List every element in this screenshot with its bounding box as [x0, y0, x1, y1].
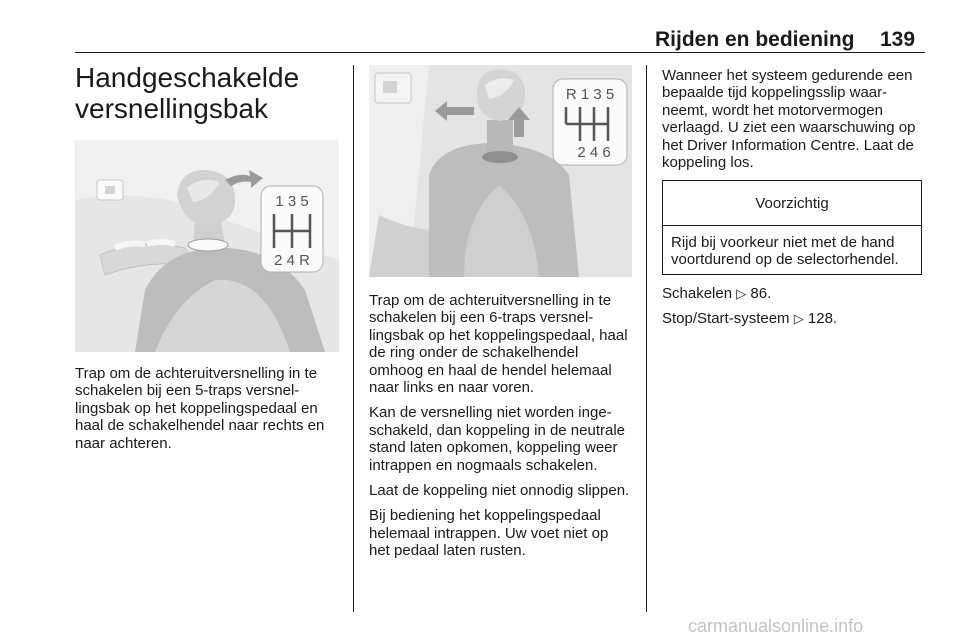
watermark: carmanualsonline.info	[688, 616, 864, 636]
gear-pattern-bottom: 2 4 R	[274, 252, 310, 269]
paragraph: Kan de versnelling niet worden ingeschakeld, dan koppeling in de neutrale stand laten opkomen, koppeling weer intrappen en nogmaals schakelen.	[369, 404, 626, 474]
column-divider-1	[353, 65, 354, 612]
section-title: Handgeschakelde versnellingsbak	[75, 62, 300, 124]
reference-arrow-icon: ▷	[793, 311, 804, 327]
gear-lever-5-speed-illustration	[75, 140, 339, 352]
paragraph: Trap om de achteruitversnelling in te schakelen bij een 5-traps versnellingsbak op het koppelingspedaal en haal de schakelhendel naar rechts en naar achteren.	[75, 365, 325, 452]
page-number: 139	[880, 28, 916, 51]
column-1-text	[75, 365, 339, 460]
paragraph: Trap om de achteruitversnelling in te schakelen bij een 6-traps versnellingsbak op het koppelingspedaal, haal de ring onder de schakelhendel omhoog en haal de hendel helemaal naar links en naar voren.	[369, 292, 628, 397]
column-3-text	[662, 67, 926, 179]
caution-box	[662, 180, 922, 275]
paragraph: Laat de koppeling niet onnodig slippen.	[369, 482, 630, 500]
gear-lever-6-speed-illustration	[369, 65, 632, 277]
column-divider-2	[646, 65, 647, 612]
gear-pattern-top: 1 3 5	[275, 193, 309, 210]
header-title: Rijden en bediening	[655, 28, 855, 51]
paragraph: Bij bediening het koppelingspedaal helemaal intrappen. Uw voet niet op het pedaal laten rusten.	[369, 507, 609, 560]
reference-label: Schakelen	[662, 285, 733, 302]
column-2-text	[369, 292, 633, 568]
caution-title: Voorzichtig	[663, 181, 921, 226]
paragraph: Wanneer het systeem gedurende een bepaalde tijd koppelingsslip waarneemt, wordt het motorvermogen verlaagd. U ziet een waarschuwing op het Driver Information Centre. Laat de koppeling los.	[662, 67, 916, 172]
gear-pattern-bottom: 2 4 6	[577, 144, 611, 161]
header-rule	[75, 52, 925, 53]
reference-page[interactable]: 86.	[750, 285, 772, 302]
reference-label: Stop/Start-systeem	[662, 310, 790, 328]
caution-body: Rijd bij voorkeur niet met de hand voortdurend op de selectorhendel.	[671, 234, 899, 269]
cross-reference	[662, 285, 926, 302]
cross-reference	[662, 310, 926, 327]
cross-references	[662, 285, 926, 336]
reference-arrow-icon: ▷	[736, 286, 747, 301]
gear-pattern-top: R 1 3 5	[565, 86, 615, 103]
reference-page[interactable]: 128.	[807, 310, 838, 328]
